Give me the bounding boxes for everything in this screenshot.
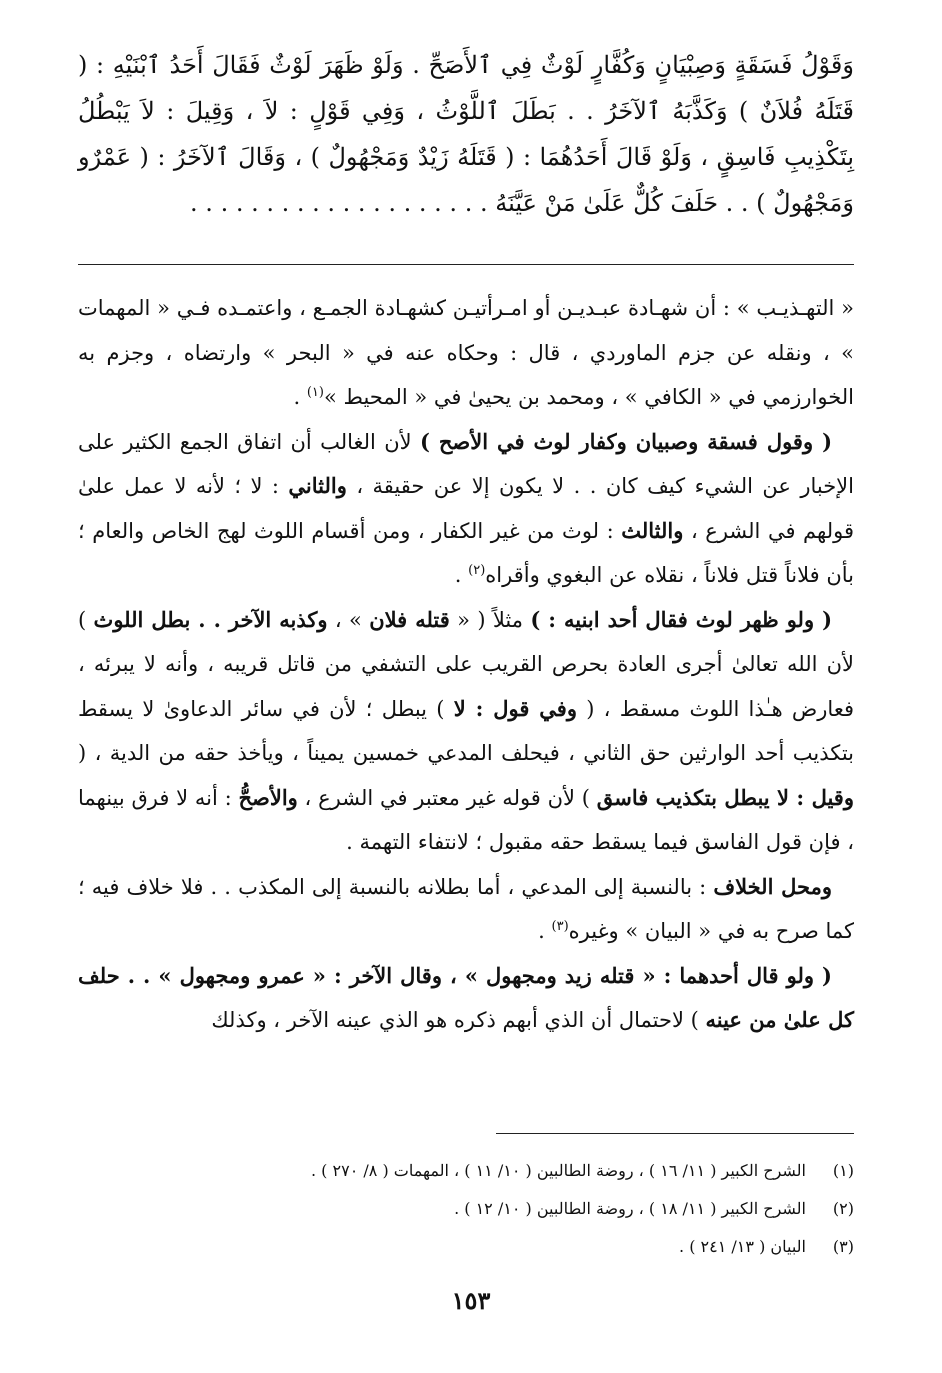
- footnote-ref: (٣): [551, 919, 569, 934]
- footnote-separator: [496, 1133, 854, 1134]
- footnote-number: (٢): [832, 1199, 854, 1218]
- footnote: [78, 1190, 854, 1228]
- footnote-text: البيان ( ١٣/ ٢٤١ ) .: [679, 1237, 806, 1256]
- footnote: [78, 1152, 854, 1190]
- footnote: [78, 1228, 854, 1266]
- page-number: ١٥٣: [451, 1286, 491, 1315]
- commentary-paragraph: « التهـذيـب » : أن شهـادة عبـديـن أو امـرأتيـن كشهـادة الجمـع ، واعتمـده فـي « المهمات » ، ونقله عن جزم الماوردي ، قال : وحكاه عنه في « البحر » وارتضاه ، وجزم به الخوارزمي في « الكافي » ، ومحمد بن يحيىٰ في « المحيط »$^{(١)}$ .: [78, 296, 854, 409]
- footnote-ref: (٢): [468, 563, 486, 578]
- footnote-number: (١): [832, 1161, 854, 1180]
- matn-text: [78, 42, 854, 226]
- commentary-paragraph: ( ولو قال أحدهما : « قتله زيد ومجهول » ، وقال الآخر : « عمرو ومجهول » . . حلف كل علىٰ من عينه ) لاحتمال أن الذي أبهم ذكره هو الذي عينه الآخر ، وكذلك: [78, 962, 854, 1032]
- footnote-ref: (١): [306, 385, 324, 400]
- footnote-text: الشرح الكبير ( ١١/ ١٨ ) ، روضة الطالبين ( ١٠/ ١٢ ) .: [454, 1199, 806, 1218]
- footnote-number: (٣): [832, 1237, 854, 1256]
- commentary: [78, 286, 854, 1043]
- commentary-paragraph: ومحل الخلاف : بالنسبة إلى المدعي ، أما بطلانه بالنسبة إلى المكذب . . فلا خلاف فيه ؛ كما صرح به في « البيان » وغيره$^{(٣)}$ .: [78, 873, 854, 943]
- commentary-paragraph: ( وقول فسقة وصبيان وكفار لوث في الأصح ) لأن الغالب أن اتفاق الجمع الكثير على الإخبار عن الشيء كيف كان . . لا يكون إلا عن حقيقة ، والثاني : لا ؛ لأنه لا عمل علىٰ قولهم في الشرع ، والثالث : لوث من غير الكفار ، ومن أقسام اللوث لهج الخاص والعام ؛ بأن فلاناً قتل فلاناً ، نقلاه عن البغوي وأقراه$^{(٢)}$ .: [78, 428, 854, 587]
- matn-body: وَقَوْلُ فَسَقَةٍ وَصِبْيَانٍ وَكُفَّارٍ لَوْثٌ فِي ٱلأَصَحِّ . وَلَوْ ظَهَرَ لَوْثٌ فَقَالَ أَحَدُ ٱبْنَيْهِ : ( قَتَلَهُ فُلاَنٌ ) وَكَذَّبَهُ ٱلآخَرُ . . بَطَلَ ٱللَّوْثُ ، وَفِي قَوْلٍ : لاَ ، وَقِيلَ : لاَ يَبْطُلُ بِتَكْذِيبِ فَاسِقٍ ، وَلَوْ قَالَ أَحَدُهُمَا : ( قَتَلَهُ زَيْدٌ وَمَجْهُولٌ ) ، وَقَالَ ٱلآخَرُ : ( عَمْرٌو وَمَجْهُولٌ ) . . حَلَفَ كُلٌّ عَلَىٰ مَنْ عَيَّنَهُ: [78, 51, 854, 217]
- matn-dots: . . . . . . . . . . . . . . . . . . . .: [190, 189, 488, 217]
- matn-separator: [78, 264, 854, 265]
- footnotes: [78, 1152, 854, 1266]
- commentary-paragraph: ( ولو ظهر لوث فقال أحد ابنيه : ) مثلاً ( « قتله فلان » ، وكذبه الآخر . . بطل اللوث ) لأن الله تعالىٰ أجرى العادة بحرص القريب على التشفي من قاتل قريبه ، وأنه لا يبرئه ، فعارض هـٰذا اللوث مسقط ، ( وفي قول : لا ) يبطل ؛ لأن في سائر الدعاوىٰ لا يسقط بتكذيب أحد الوارثين حق الثاني ، فيحلف المدعي خمسين يميناً ، ويأخذ حقه من الدية ، ( وقيل : لا يبطل بتكذيب فاسق ) لأن قوله غير معتبر في الشرع ، والأصحُّ : أنه لا فرق بينهما ، فإن قول الفاسق فيما يسقط حقه مقبول ؛ لانتفاء التهمة .: [78, 606, 854, 854]
- footnote-text: الشرح الكبير ( ١١/ ١٦ ) ، روضة الطالبين ( ١٠/ ١١ ) ، المهمات ( ٨/ ٢٧٠ ) .: [311, 1161, 806, 1180]
